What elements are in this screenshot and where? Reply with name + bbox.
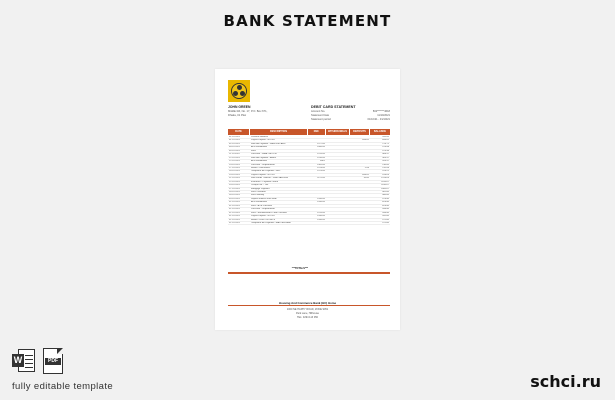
table-cell [326,143,350,145]
table-cell: 12.10.2022 [229,156,240,159]
table-cell: 8901 [320,160,325,163]
table-cell: 31.10.2022 [229,218,240,221]
table-cell: 232.49 [382,166,389,169]
file-format-icons [12,348,63,374]
table-cell: Web Funds Transfer - From SAVINGS [251,177,288,180]
table-cell [350,150,370,152]
table-cell [326,212,350,214]
table-cell [350,201,370,203]
table-cell: 230.00 [382,163,389,166]
table-cell: Purchase - HEALTHFOOD [251,153,277,156]
table-cell: Purchase - Supermarket [251,163,275,166]
footer-bank-name: Housing And Commerce Bank (HC) Home [278,301,337,305]
table-cell [326,153,350,155]
table-cell [326,188,350,190]
table-cell [308,184,326,186]
table-cell [350,208,370,210]
table-cell: 1350.00 [317,201,325,204]
table-cell [326,215,350,217]
table-cell: 1000.67 [381,187,389,190]
table-cell: Return - Electronics [251,166,271,169]
table-cell [308,181,326,183]
table-cell [350,184,370,186]
table-cell [308,191,326,193]
table-cell: 1580.00 [317,146,325,149]
table-cell: Telephone Bill Payment - NBC [251,170,281,173]
table-cell: Insurance - Payment Online [251,180,279,183]
statement-date-field: Statement Date 11/10/2021 [311,114,390,117]
table-cell: 04.10.2022 [229,146,240,149]
table-cell: Purchase - Supermarket [251,208,275,211]
table-cell: 1375.00 [317,170,325,173]
column-header-deposits: DEPOSITS [350,129,370,135]
table-cell: 24.10.2022 [229,184,240,187]
totals-label: ***TOTALS*** [291,267,308,270]
table-cell: 17.10.2022 [229,166,240,169]
table-cell [350,212,370,214]
table-cell: Payroll Deposit - HOTEL [251,215,275,218]
table-cell: 572.60 [382,221,389,224]
table-cell [308,188,326,190]
table-cell: 1350.00 [317,197,325,200]
column-header-description: DESCRIPTION [250,129,308,135]
table-cell: 2.49 [364,166,369,169]
table-cell: 1180.67 [381,184,389,187]
table-cell: Fees Overdraft [251,191,266,193]
table-cell: 1376.00 [317,166,325,169]
table-cell: Return - ELECTRONICS [251,218,276,221]
table-cell [308,205,326,207]
column-header-withdrawals: WITHDRAWALS [326,129,350,135]
table-cell [350,191,370,193]
table-cell: 1370.00 [317,211,325,214]
table-cell [326,157,350,159]
word-icon: W [12,348,36,374]
table-cell: 14.10.2022 [229,163,240,166]
column-header-balance: BALANCE [373,130,387,133]
table-cell: 31.10.2022 [229,221,240,224]
table-cell: 980.60 [382,194,389,197]
account-number-field: Account No. 832*******4618 [311,110,390,113]
table-cell: 02.10.2022 [229,142,240,145]
table-cell: Web Bill Payment - MASTERCARD [251,142,286,145]
table-cell: ATM Withdrawal [251,201,267,204]
table-cell: 694.81 [362,139,369,142]
statement-title: DEBIT CARD STATEMENT [311,105,356,109]
statement-document [215,69,400,330]
table-cell: 31.10.2022 [229,204,240,207]
table-cell [326,136,350,138]
table-cell: 28.10.2022 [229,194,240,197]
table-cell: 31.10.2022 [229,211,240,214]
table-cell: 30.10.2022 [229,197,240,200]
table-cell [326,167,350,169]
table-cell: Fees - ATM Purchase [251,204,272,207]
table-cell: Telephone Bill Payment - MASTERCARD [251,221,292,224]
table-cell [350,160,370,162]
table-cell [326,222,350,224]
table-cell: 12.10.2022 [229,160,240,163]
table-cell: 1310.00 [317,156,325,159]
table-cell: 1185.67 [381,180,389,183]
table-cell [350,215,370,217]
table-cell [308,208,326,210]
table-cell: 1370.00 [317,153,325,156]
table-cell [326,201,350,203]
statement-period-field: Statement period 01/10/21 - 31/10/21 [311,118,390,121]
table-cell [350,222,370,224]
table-cell [350,157,370,159]
table-cell: 629.40 [382,201,389,204]
table-cell: Web Bill Payment - AMEX [251,156,277,159]
table-cell [326,164,350,166]
table-cell: 979.40 [382,197,389,200]
table-cell: Cheque No. - 106 [251,184,269,187]
table-cell: 468.57 [382,153,389,156]
table-cell: 724.71 [382,142,389,145]
table-cell: ATM Withdrawal [251,160,267,163]
customer-address: Dhaka, 01 Pkw [228,114,247,117]
footer-address: 1000 NE HAPPY ROAD, ZONE 9051 [286,308,329,311]
table-cell: 1350.00 [317,218,325,221]
table-cell: 981.60 [382,191,389,193]
table-cell [350,143,370,145]
table-cell [350,146,370,148]
table-cell [326,150,350,152]
table-cell [326,170,350,172]
table-cell [326,160,350,162]
table-cell: 629.40 [382,204,389,207]
table-cell: 1377.00 [317,142,325,145]
table-cell: 01.10.2022 [229,136,240,138]
table-cell [308,194,326,196]
table-cell: 31.10.2022 [229,215,240,218]
table-row [228,222,390,225]
table-cell: 594.40 [382,208,389,211]
table-cell: 22.10.2022 [229,180,240,183]
table-cell [326,191,350,193]
table-cell: Fees Monthly [251,194,265,197]
table-cell [350,181,370,183]
transaction-list [228,136,390,225]
table-cell [350,136,370,138]
site-watermark: schci.ru [530,372,601,391]
table-cell [350,188,370,190]
table-cell: 919.03 [382,173,389,176]
customer-name: JOHN GREEN [228,105,251,109]
bank-logo [228,80,250,102]
table-cell: 572.60 [382,218,389,221]
table-cell: Deposit Interest Free Rate [251,197,277,200]
table-cell [326,184,350,186]
table-cell: 05.10.2022 [229,149,240,152]
table-cell [326,208,350,210]
table-cell [326,205,350,207]
table-cell [326,219,350,221]
divider [228,272,390,274]
table-cell: 28.10.2022 [229,191,240,193]
table-cell [350,164,370,166]
table-cell: 1350.00 [317,215,325,218]
table-cell [308,174,326,176]
divider [228,305,390,306]
table-cell: 694.81 [362,173,369,176]
table-cell: Mortgage Payment [251,187,270,190]
table-cell: 18.10.2022 [229,170,240,173]
table-cell [350,198,370,200]
table-cell [350,205,370,207]
table-cell: 363.57 [382,156,389,159]
table-cell [326,139,350,141]
table-cell: ATM Withdrawal [251,146,267,149]
table-cell [350,170,370,172]
table-cell: 11.10.2022 [229,153,240,156]
table-cell: 573.56 [382,149,389,152]
table-cell: Payroll Deposit - HOTEL [251,139,275,142]
table-cell: 200.00 [382,136,389,138]
table-header [228,129,390,135]
table-cell [326,146,350,148]
table-cell: 19.10.2022 [229,173,240,176]
table-cell: 1382.00 [317,163,325,166]
table-cell: 594.40 [382,211,389,214]
table-cell: 1319.03 [381,177,389,180]
table-cell: 894.81 [382,139,389,142]
table-cell [326,194,350,196]
table-cell: Fees - Renewal/SMS Card Purchase [251,211,287,214]
table-cell: 27.10.2022 [229,187,240,190]
table-cell: Payroll Deposit - HOTEL [251,173,275,176]
table-cell [308,222,326,224]
footer-phone: TEL: 0294 113 050 [296,316,319,319]
table-cell [326,181,350,183]
column-header-date: DATE [228,129,250,135]
table-cell: 592.60 [382,215,389,218]
table-cell: 574.48 [382,146,389,149]
table-cell: Fees [251,149,256,152]
table-cell [308,150,326,152]
table-cell: 10.00 [363,177,369,180]
table-cell: 224.22 [382,170,389,173]
page-title: BANK STATEMENT [223,12,392,30]
customer-address: Middle Rd, No. 17, P.O. Box 671, [228,110,268,113]
table-cell: 21.10.2022 [229,177,240,180]
pdf-icon: PDF [43,348,63,374]
table-cell: 01.10.2022 [229,139,240,142]
table-cell [308,139,326,141]
table-cell [326,198,350,200]
table-cell: Previous Balance [251,136,269,138]
caption: fully editable template [12,381,114,392]
table-cell [350,219,370,221]
column-header-ref: REF. [308,129,326,135]
table-cell [326,174,350,176]
table-cell [350,194,370,196]
table-cell: 31.10.2022 [229,201,240,204]
table-cell [308,136,326,138]
table-cell [326,177,350,179]
table-cell: 263.57 [382,160,389,163]
table-cell: 1122.00 [317,177,325,180]
table-cell: 31.10.2022 [229,208,240,211]
footer-address: Park Lane, Hillhouse [295,312,320,315]
totals-row [228,266,390,271]
table-cell [350,153,370,155]
